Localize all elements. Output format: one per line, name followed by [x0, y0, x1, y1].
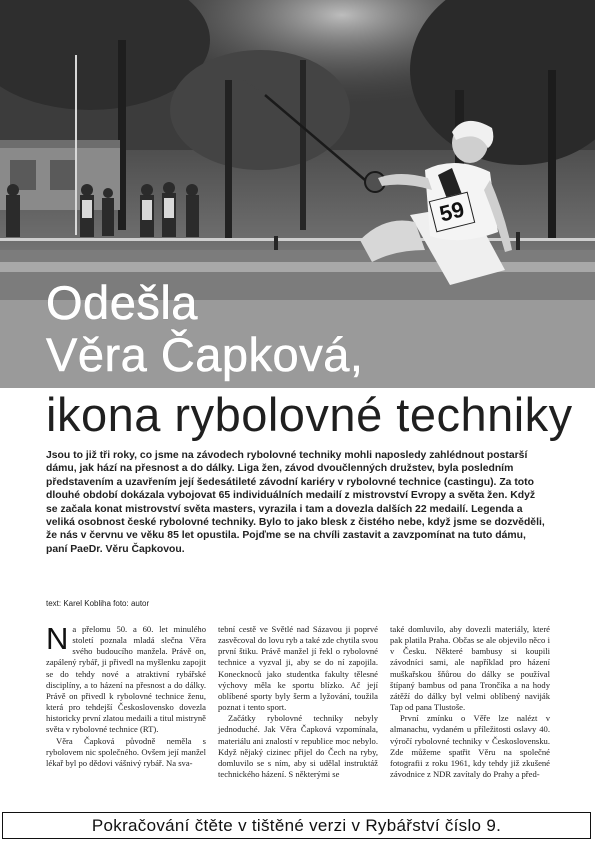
body-column-2 [218, 624, 378, 780]
continue-reading-banner: Pokračování čtěte v tištěné verzi v Rybářství číslo 9. [2, 812, 591, 839]
body-paragraph: První zmínku o Věře lze nalézt v almanachu, vydaném u příležitosti oslavy 40. výročí rybolovné techniky v Československu. Zde můžeme spatřit Věru na společné fotografii z roku 1961, kdy tehdy již zkušené závodnice z NDR zavítaly do Prahy a před- [390, 713, 550, 780]
body-paragraph: Věra Čapková původně neměla s rybolovem nic společného. Ovšem její manžel lékař byl po dědovi vášnivý rybář. Na sva- [46, 735, 206, 768]
body-paragraph [46, 621, 206, 736]
paragraph-text: a přelomu 50. a 60. let minulého století poznala mladá slečna Věra svého budoucího manžela. Právě on, zapálený rybář, ji přivedl na myšlenku zapojit se do tehdy nové a atraktivní rybářské disciplíny, a to házení na přesnost a do dálky. Právě on přivedl k rybolovné technice ženu, která pro tehdejší Československo dovezla historicky první zlatou medaili a titul mistryně světa v rybolovné technice (RT). [46, 624, 206, 735]
title-line-2: Věra Čapková, [46, 328, 364, 381]
author-credit: text: Karel Kobliha foto: autor [46, 599, 150, 608]
drop-cap: N [46, 621, 69, 656]
body-column-1 [46, 621, 206, 769]
body-column-3 [390, 624, 550, 780]
lead-paragraph: Jsou to již tři roky, co jsme na závodech rybolovné techniky mohli naposledy zahlédnout postarší dámu, jak hází na přesnost a do dálky. Liga žen, závod dvoučlenných družstev, byla posledním představením a uzavřením její šedesátileté závodní kariéry v rybolovné technice (castingu). Za toto dlouhé období dokázala vybojovat 65 individuálních medailí z mistrovství Evropy a světa žen. Když se začala konat mistrovství světa masters, vyrazila i tam a dovezla dalších 22 medailí. Legenda a veliká osobnost české rybolovné techniky. Bylo to jako blesk z čistého nebe, když jsme se dozvěděli, že nás v červnu ve věku 85 let opustila. Pojďme se na chvíli zastavit a zavzpomínat na tuto dámu, paní PaeDr. Věru Čapkovou. [46, 450, 545, 555]
body-paragraph: tební cestě ve Světlé nad Sázavou ji poprvé zasvěcoval do lovu ryb a také zde chytila svou první štiku. Právě manžel jí řekl o rybolovné technice a vyzval ji, aby se do ní zapojila. Konecknoců jako studentka fakulty tělesné výchovy měla ke sportu blízko. Ač její oblíbené sporty byly šerm a lyžování, toužila poznat i tento sport. [218, 624, 378, 713]
body-paragraph: také domluvilo, aby dovezli materiály, které pak platila Praha. Občas se ale objevilo něco i v Česku. Některé bambusy si koupili závodníci sami, ale například pro házení muškařskou šňůrou do dálky se používal štípaný bambus od pana Trončíka a na hody zátěží do dálky byl velmi oblíbený naviják Tap od pana Tlustoše. [390, 624, 550, 713]
bib-number: 59 [429, 192, 476, 233]
body-paragraph: Začátky rybolovné techniky nebyly jednoduché. Jak Věra Čapková vzpomínala, materiálu ani znalostí v republice moc nebylo. Když nějaký cizinec přijel do Čech na ryby, domluvilo se s ním, aby si udělal instruktáž technického házení. S některými se [218, 713, 378, 780]
title-line-3: ikona rybolovné techniky [46, 388, 573, 441]
title-line-1: Odešla [46, 276, 198, 329]
hero-photo [0, 0, 595, 388]
